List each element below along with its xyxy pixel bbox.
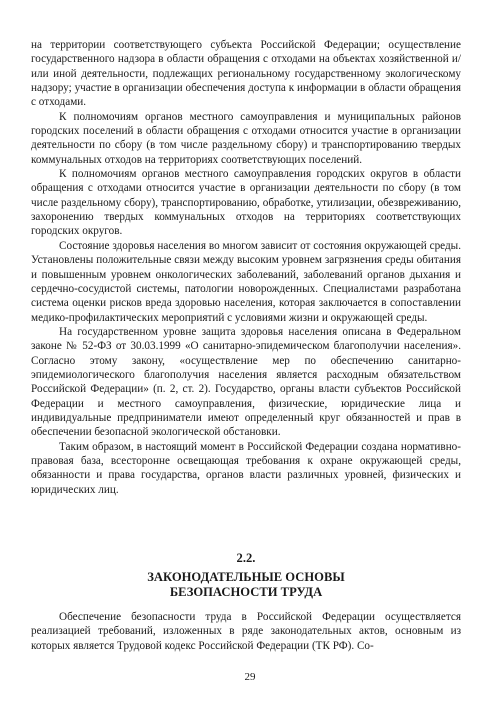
section-number: 2.2. (236, 551, 256, 565)
body-text (31, 38, 461, 497)
paragraph-urban-districts: К полномочиям органов местного самоуправления городских округов в области обращения с отходами относится участие в организации деятельности по сбору (в том числе раздельному сбору), транспортированию, обработке, утилизации, обезвреживанию, захоронению твердых коммунальных отходов на территориях соответствующих городских округов. (31, 168, 461, 238)
section-body-text (31, 610, 461, 653)
paragraph-federal-law: На государственном уровне защита здоровья населения описана в Федеральном законе № 52-ФЗ от 30.03.1999 «О санитарно-эпидемическом благополучии населения». Согласно этому закону, «осуществление мер по обеспечению санитарно-эпидемиологического благополучия населения является расходным обязательством Российской Федерации» (п. 2, ст. 2). Государство, органы власти субъектов Российской Федерации и местного самоуправления, физические, юридические лица и индивидуальные предприниматели имеют определенный круг обязанностей и прав в обеспечении безопасной экологической обстановки. (31, 325, 461, 439)
paragraph-municipal-districts: К полномочиям органов местного самоуправления и муниципальных районов городских поселений в области обращения с отходами относится участие в организации деятельности по сбору (в том числе раздельному сбору) и транспортированию твердых коммунальных отходов на территориях соответствующих поселений. (31, 110, 461, 166)
section-title-line-1: ЗАКОНОДАТЕЛЬНЫЕ ОСНОВЫ (147, 570, 345, 584)
section-title-line-2: БЕЗОПАСНОСТИ ТРУДА (169, 585, 323, 599)
section-heading (31, 551, 461, 600)
paragraph-continuation: на территории соответствующего субъекта Российской Федерации; осуществление государственного надзора в области обращения с отходами на объектах хозяйственной и/или иной деятельности, подлежащих региональному государственному экологическому надзору; участие в организации обеспечения доступа к информации в области обращения с отходами. (31, 39, 461, 109)
paragraph-labor-safety: Обеспечение безопасности труда в Российской Федерации осуществляется реализацией требований, изложенных в ряде законодательных актов, основным из которых является Трудовой кодекс Российской Федерации (ТК РФ). Со- (31, 611, 461, 652)
page-number: 29 (244, 671, 256, 683)
paragraph-population-health: Состояние здоровья населения во многом зависит от состояния окружающей среды. Установлены положительные связи между высоким уровнем загрязнения среды обитания и повышенным уровнем онкологических заболеваний, заболеваний органов дыхания и сердечно-сосудистой системы, патологии новорожденных. Специалистами разработана система оценки рисков вреда здоровью населения, которая заключается в сопоставлении медико-профилактических мероприятий с условиями жизни и окружающей среды. (31, 239, 461, 324)
paragraph-conclusion: Таким образом, в настоящий момент в Российской Федерации создана нормативно-правовая база, всесторонне освещающая требования к охране окружающей среды, обязанности и права государства, органов власти различных уровней, физических и юридических лиц. (31, 440, 461, 496)
